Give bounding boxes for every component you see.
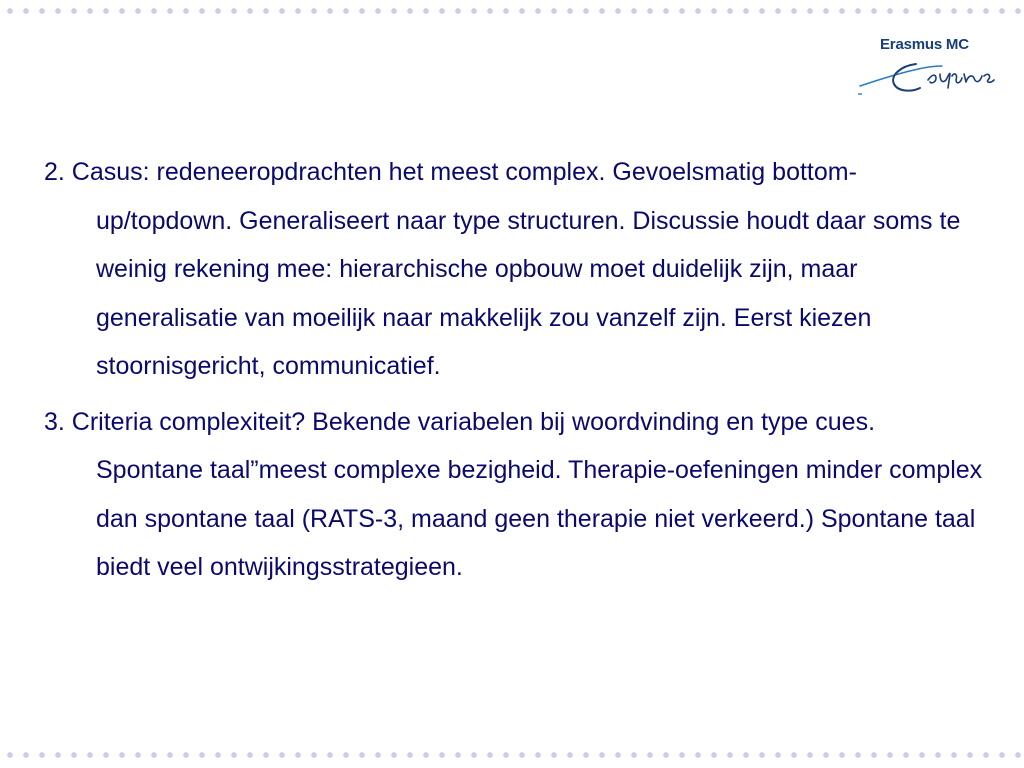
bottom-dotted-border bbox=[0, 752, 1024, 758]
erasmus-signature-icon bbox=[856, 54, 1006, 98]
paragraph-criteria: 3. Criteria complexiteit? Bekende variabelen bij woordvinding en type cues. Spontane taal”meest complexe bezigheid. Therapie-oefeningen minder complex dan spontane taal (RATS-3, maand geen therapie niet verkeerd.) Spontane taal biedt veel ontwijkingsstrategieen. bbox=[44, 407, 983, 581]
logo-wordmark: Erasmus MC bbox=[880, 36, 969, 53]
slide-content bbox=[44, 148, 984, 599]
paragraph-casus: 2. Casus: redeneeropdrachten het meest complex. Gevoelsmatig bottom-up/topdown. Generaliseert naar type structuren. Discussie houdt daar soms te weinig rekening mee: hierarchische opbouw moet duidelijk zijn, maar generalisatie van moeilijk naar makkelijk zou vanzelf zijn. Eerst kiezen stoornisgericht, communicatief. bbox=[44, 158, 961, 380]
top-dotted-border bbox=[0, 8, 1024, 14]
erasmus-mc-logo bbox=[856, 36, 1006, 98]
